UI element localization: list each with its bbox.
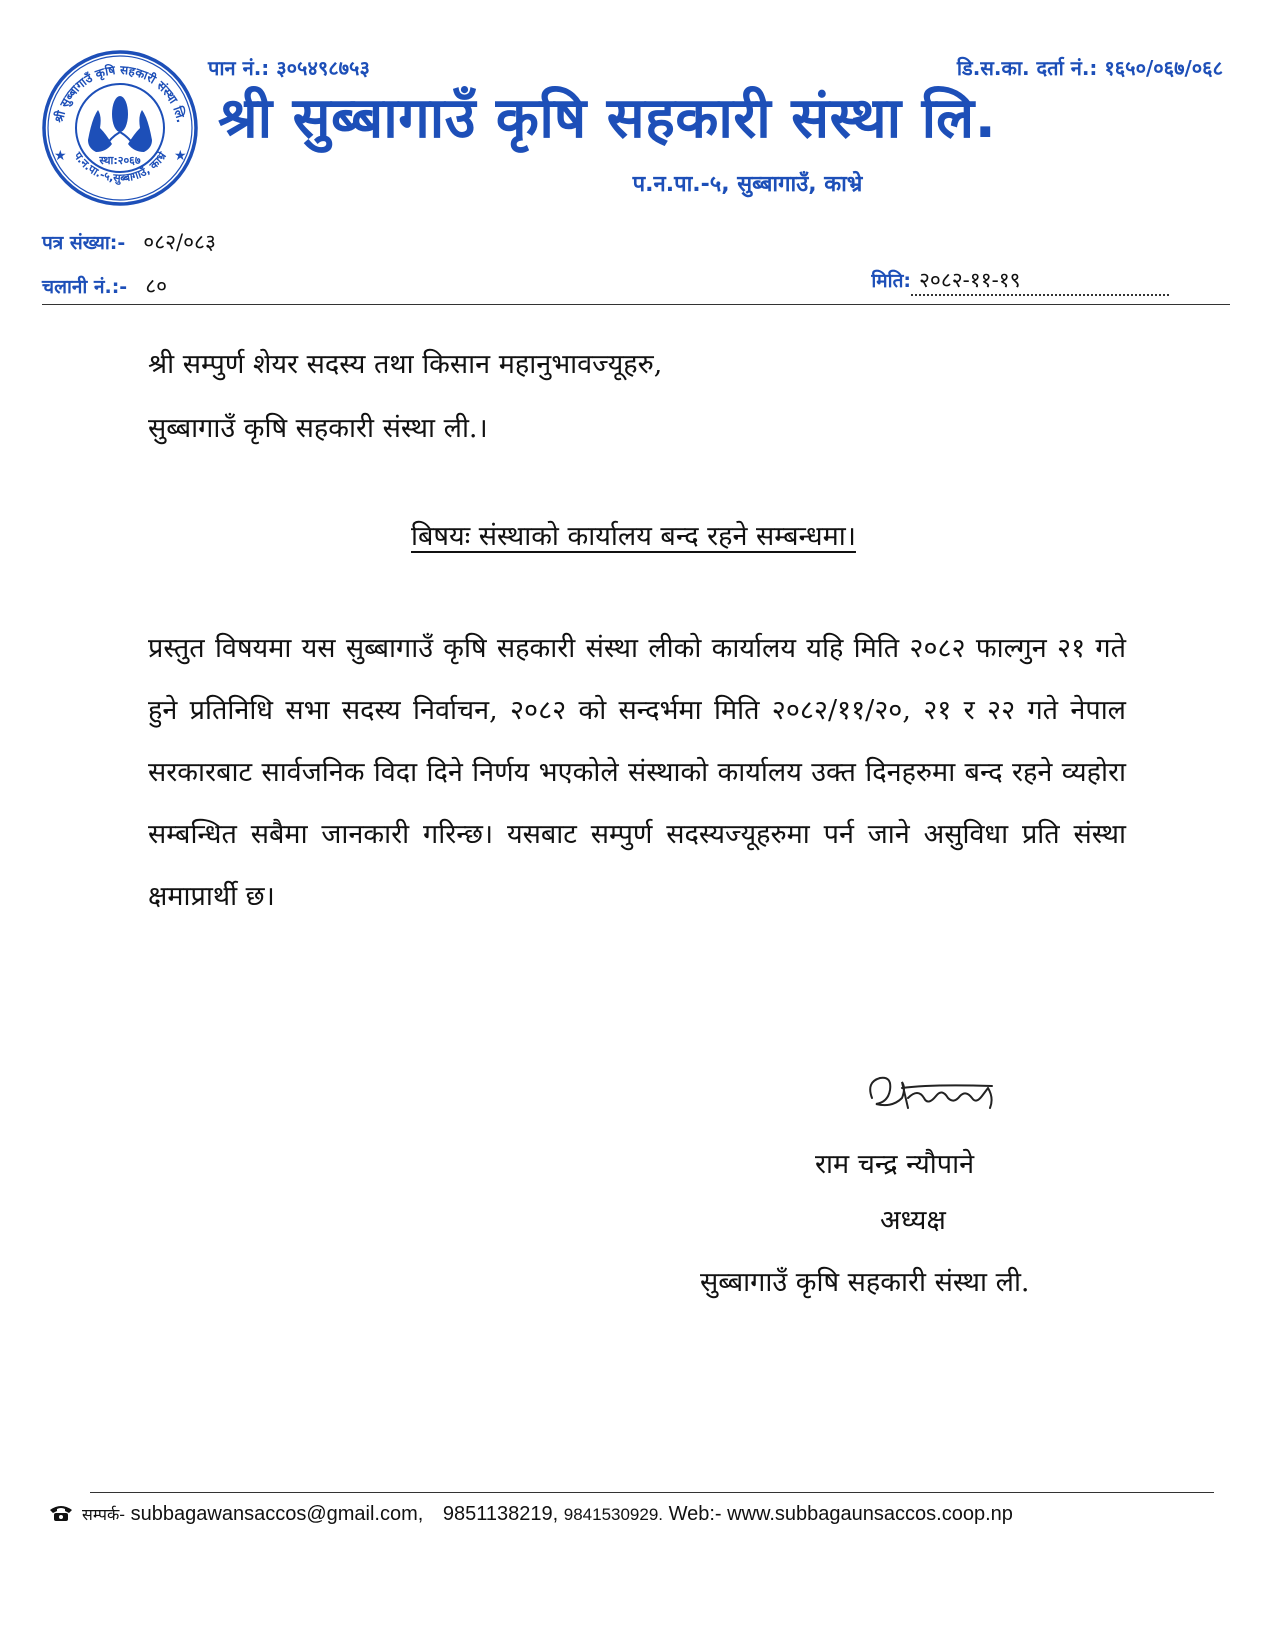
dispatch-number-label: चलानी नं.:- [42,276,128,298]
registration-number: डि.स.का. दर्ता नं.: १६५०/०६७/०६८ [956,56,1223,80]
contact-phone-2: 9841530929. [563,1505,664,1524]
signatory-org: सुब्बागाउँ कृषि सहकारी संस्था ली. [700,1267,1030,1298]
handwritten-signature [862,1068,1012,1122]
letter-number-row [42,228,216,256]
dispatch-number-value: ८० [145,274,168,298]
subject-line [0,516,1275,553]
contact-email: subbagawansaccos@gmail.com, [130,1503,424,1525]
signatory-title: अध्यक्ष [880,1205,946,1236]
pan-number: पान नं.: ३०५४९८७५३ [208,56,370,80]
footer-divider [90,1492,1214,1493]
svg-text:प.न.पा.-५,सुब्बागाउँ, काभ्रे: प.न.पा.-५,सुब्बागाउँ, काभ्रे [71,149,169,185]
letter-body: प्रस्तुत विषयमा यस सुब्बागाउँ कृषि सहकारी संस्था लीको कार्यालय यहि मिति २०८२ फाल्गुन २१ गते हुने प्रतिनिधि सभा सदस्य निर्वाचन, २०८२ को सन्दर्भमा मिति २०८२/११/२०, २१ र २२ गते नेपाल सरकारबाट सार्वजनिक विदा दिने निर्णय भएकोले संस्थाको कार्यालय उक्त दिनहरुमा बन्द रहने व्यहोरा सम्बन्धित सबैमा जानकारी गरिन्छ। यसबाट सम्पुर्ण सदस्यज्यूहरुमा पर्न जाने असुविधा प्रति संस्था क्षमाप्रार्थी छ। [148,633,1126,912]
svg-text:स्था:२०६७: स्था:२०६७ [99,154,141,167]
org-address [0,168,1275,198]
addressee-line-2: सुब्बागाउँ कृषि सहकारी संस्था ली.। [148,413,488,444]
svg-text:श्री सुब्बागाउँ कृषि सहकारी सं: श्री सुब्बागाउँ कृषि सहकारी संस्था लि. [51,62,189,125]
header-divider [42,304,1230,305]
footer-contact [48,1503,1013,1526]
contact-phone-1: 9851138219, [442,1503,559,1525]
letter-number-label: पत्र संख्या:- [42,232,126,254]
contact-label: सम्पर्क- [82,1505,126,1524]
date-label: मिति: [871,270,911,292]
dispatch-number-row [42,272,167,300]
addressee-line-1: श्री सम्पुर्ण शेयर सदस्य तथा किसान महानुभावज्यूहरु, [148,349,663,380]
phone-icon [48,1504,74,1522]
subject-text: बिषयः संस्थाको कार्यालय बन्द रहने सम्बन्धमा। [411,521,856,552]
org-address-text: प.न.पा.-५, सुब्बागाउँ, काभ्रे [632,172,863,197]
signatory-name: राम चन्द्र न्यौपाने [815,1149,975,1180]
letter-number-value: ०८२/०८३ [143,230,216,254]
date-value: २०८२-११-१९ [911,266,1169,296]
date-row [871,266,1169,296]
svg-text:★: ★ [54,148,67,164]
contact-website: Web:- www.subbagaunsaccos.coop.np [668,1503,1013,1525]
org-name-heading: श्री सुब्बागाउँ कृषि सहकारी संस्था लि. [218,86,997,151]
svg-text:★: ★ [174,148,187,164]
